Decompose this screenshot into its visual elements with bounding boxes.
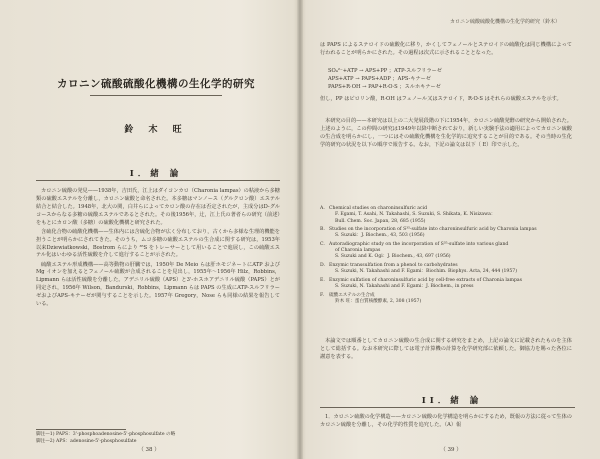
equations <box>320 68 572 92</box>
section-rule <box>320 407 575 408</box>
reference-item: C. Autoradiographic study on the incorporation of S³⁵-sulfate into various gland of Charonia lampas S. Suzuki and K. Ogi：J. Biochem., 43, 697 (1956) <box>320 241 509 260</box>
paragraph: 硫酸エステル形成機構——高等動物の肝臓では，1950年 De Meio らは肝ホモジネートにATP およびMg イオンを加えるとフェノール硫酸が合成されることを見出し，1955年～1956年 Hilz，Robbins，Lipmann らは活性硫酸を分離した。アデニリル硫酸（APS）と3'-ホスホアデニリル硫酸（PAPS）とが同定され，1956年 Wilson，Bandurski，Robbins，Lipmann らは PAPS の生成にATP-スルフリラーゼおよびAPS-キナーゼが関与することを示した。1957年 Gregory，Nose らも同様の結果を報告している。 <box>36 261 280 308</box>
closing-text <box>320 338 572 363</box>
right-page <box>302 0 600 459</box>
reference-item: A. Chemical studies on charoninsulfuric acid F. Egami, T. Asahi, N. Takahashi, S. Suzuki, S. Shikata, K. Nisizawa： Bull. Chem. Soc. Japan, 28, 685 (1955) <box>320 206 496 224</box>
paragraph: は PAPS によるステロイドの硫酸化に移り，かくしてフェノールとステロイドの硫酸化は同じ機構によって行われることが明らかにされた。その過程は次式に示されることとなった。 <box>320 42 572 56</box>
purpose-text <box>320 118 572 151</box>
section-heading-2: II．緒 論 <box>421 396 483 406</box>
footnotes <box>36 432 280 445</box>
author-name: 鈴 木 旺 <box>124 125 188 135</box>
page-number: （ 38 ） <box>138 447 160 453</box>
section-2-text <box>320 414 572 431</box>
article-title: カロニン硫酸硫酸化機構の生化学的研究 <box>57 78 255 90</box>
reference-list <box>320 206 575 307</box>
left-body-text <box>36 188 280 310</box>
reference-item: E. Enzymic sulfation of charoninsulfuric acid by cell-free extracts of Charonia lampas S. Suzuki, N. Takahashi and F. Egami：J. Biochem., in press <box>320 277 523 290</box>
section-heading-1: I．緒 論 <box>129 169 183 179</box>
paragraph: 含硫化合物の硫酸化機構——生体内には含硫化合物が広く分布しており，古くから多様な生理的機能を担うことが明らかにされてきた。そのうち，ムコ多糖の硫酸エステルの生合成に関する研究は，1953年以来Dziewiatkowski，Bostrom らにより ³⁵S をトレーサーとして用いることで進展し，この硫酸エステル化はいわゆる活性硫酸を介して進行することが示された。 <box>36 228 280 259</box>
running-head: カロニン硫酸硫酸化機構の生化学的研究（鈴木） <box>449 19 560 25</box>
reference-item: B. Studies on the incorporation of S³⁵-sulfate into charoninsulfuric acid by Charonia lampas S. Suzuki：J. Biochem., 43, 503 (1956) <box>320 227 537 239</box>
page-number: （ 39 ） <box>440 447 462 453</box>
section-rule <box>36 180 280 181</box>
paragraph: カロニン硫酸の発見——1938年，吉田氏，江上はダイコンカロ（Charonia lampas）の粘液から多糖類の硫酸エステルを分離し，カロニン硫酸と命名された。本多糖はマンノース（グルクロン酸）エステル結合と結合した。1948年，北大の関，白井らによってカロン酸の存在は否定されたが，主成分はD-グルコースからなる多糖の硫酸エステルであるとされた。その後1956年，辻，江上氏の著者らの研究（前述）をもとにカロン酸（多糖）の硫酸化機構と研究された。 <box>36 188 280 226</box>
footnote-rule <box>36 429 126 430</box>
paragraph: 本論文では順番としてカロニン硫酸の生合成に関する研究をまとめ，上記の論文に記載されたものを主体として総括する。なお本研究に際しては電子計算機の計算を化学研究部に依頼した。御協力を賜った各位に謝意を表する。 <box>320 338 572 360</box>
title-rule <box>90 95 222 96</box>
paragraph: 但し，PP はピロリン酸，R·OH はフェノール又はステロイド，R·O·S はそれらの硫酸エステルを示す。 <box>320 96 562 102</box>
equation: SO₄²⁻+ATP → APS+PP ；ATP-スルフリラーゼ <box>328 68 442 74</box>
footnote: 脚注—1) PAPS：3'-phosphoadenosine-5'-phosphosulfate の略 <box>36 432 176 437</box>
intro-text <box>320 42 572 59</box>
reference-item: F. 硫酸エステルの生合成 鈴木 旺：蛋白質核酸酵素, 2, 308 (1957) <box>320 292 422 304</box>
left-page <box>0 0 298 459</box>
paragraph: 1．カロニン硫酸の化学構造——カロニン硫酸の化学構造を明らかにするため，既報の方法に従って生体のカロニン硫酸を分離し，その化学的性質を追究した。（A）報 <box>320 414 572 428</box>
footnote: 脚注—2) APS：adenosine-5'-phosphosulfate <box>36 438 137 444</box>
paragraph: 本研究の目的——本研究は以上の二大発展段階の下に1954年，カロニン硫酸発酵の研究から開始された。上述のように，この仲間の研究は1949年以降中断されており，新しい実験手法の適用によってカロニン硫酸の生合成を明らかにし，一つにはその硫酸化機構を生化学的に追究することが目的である。その当時の生化学的研究の状況を以下の順序で報告する。なお，下記の論文は以下（ E）印で示した。 <box>320 118 572 148</box>
equation: APS+ATP → PAPS+ADP ；APS-キナーゼ <box>328 75 431 82</box>
equation-note <box>320 96 572 105</box>
reference-item: D. Enzymic transsulfation from a phenol to carbohydrates S. Suzuki, N. Takahashi and F. Egami：Biochim. Biophys. Acta, 24, 444 (1957) <box>320 262 517 275</box>
equation: PAPS+R·OH → PAP+R·O·S ；スルホキナーゼ <box>328 83 441 90</box>
